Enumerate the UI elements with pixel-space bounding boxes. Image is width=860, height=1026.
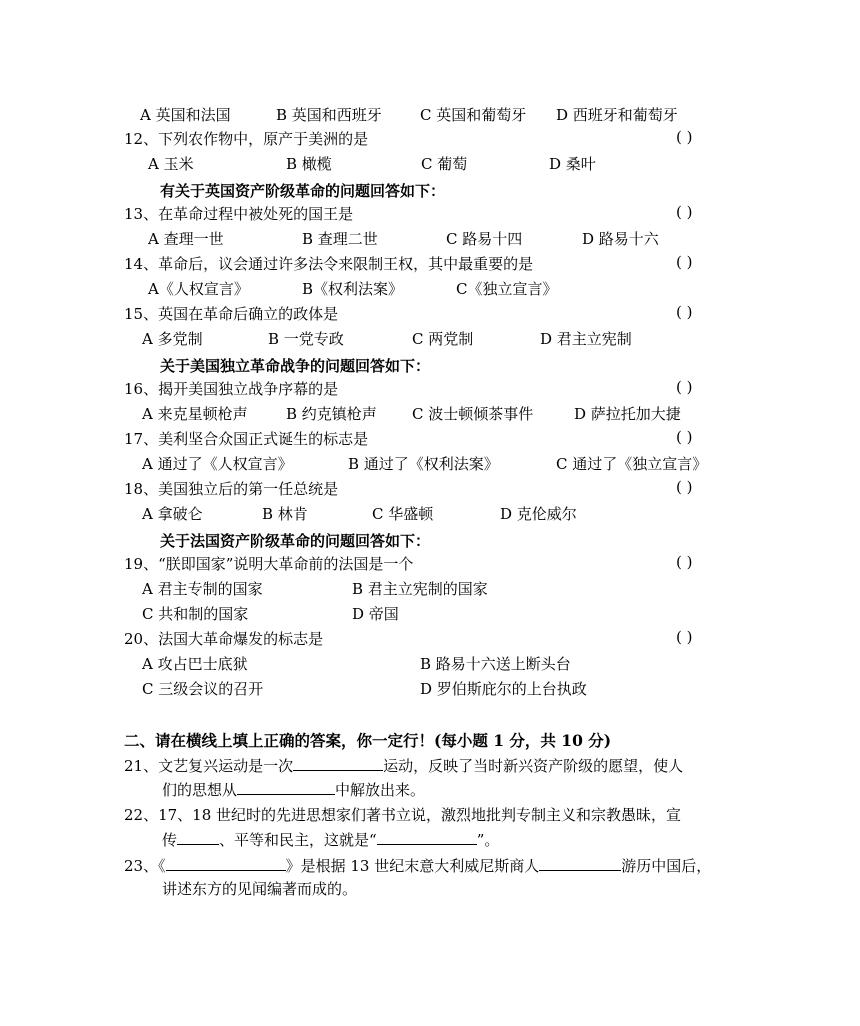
- q23-text-2: 》是根据 13 世纪末意大利威尼斯商人: [285, 857, 540, 875]
- q23-blank-1[interactable]: [166, 854, 286, 871]
- q11-option-c: C 英国和葡萄牙: [420, 106, 527, 124]
- q14-answer-paren: ( ): [676, 253, 693, 271]
- q21-line-1: [124, 754, 683, 777]
- q13-option-b: B 查理二世: [302, 230, 378, 248]
- q17-option-a: A 通过了《人权宣言》: [142, 455, 293, 473]
- q20-option-b: B 路易十六送上断头台: [420, 655, 571, 673]
- q18-answer-paren: ( ): [676, 478, 693, 496]
- q17-answer-paren: ( ): [676, 428, 693, 446]
- q19-option-c: C 共和制的国家: [142, 605, 249, 623]
- q12-option-c: C 葡萄: [421, 155, 468, 173]
- q17-stem: 17、美利坚合众国正式诞生的标志是: [124, 430, 369, 448]
- q19-answer-paren: ( ): [676, 553, 693, 571]
- q17-option-c: C 通过了《独立宣言》: [556, 455, 708, 473]
- section-america-heading: 关于美国独立革命战争的问题回答如下：: [160, 357, 431, 375]
- q21-text-4: 中解放出来。: [335, 781, 426, 799]
- q15-option-c: C 两党制: [412, 330, 474, 348]
- q15-option-b: B 一党专政: [268, 330, 344, 348]
- q13-stem: 13、在革命过程中被处死的国王是: [124, 205, 354, 223]
- q15-option-d: D 君主立宪制: [540, 330, 632, 348]
- q21-text-2: 运动，反映了当时新兴资产阶级的愿望，使人: [383, 757, 684, 775]
- q12-option-b: B 橄榄: [286, 155, 332, 173]
- q18-option-c: C 华盛顿: [372, 505, 434, 523]
- q21-text-1: 21、文艺复兴运动是一次: [124, 757, 294, 775]
- q16-option-d: D 萨拉托加大捷: [574, 405, 681, 423]
- q23-line-2: 讲述东方的见闻编著而成的。: [162, 880, 358, 898]
- q20-option-c: C 三级会议的召开: [142, 680, 264, 698]
- q22-text-1: 传: [162, 831, 178, 849]
- section-france-heading: 关于法国资产阶级革命的问题回答如下：: [160, 532, 431, 550]
- q18-option-a: A 拿破仑: [142, 505, 203, 523]
- q22-line-2: [162, 828, 499, 851]
- q21-blank-1[interactable]: [293, 754, 383, 771]
- q13-option-c: C 路易十四: [446, 230, 523, 248]
- q11-option-d: D 西班牙和葡萄牙: [556, 106, 678, 124]
- q14-option-c: C《独立宣言》: [456, 280, 558, 298]
- q11-option-a: A 英国和法国: [140, 106, 231, 124]
- q18-option-b: B 林肯: [262, 505, 308, 523]
- section-england-heading: 有关于英国资产阶级革命的问题回答如下：: [160, 182, 446, 200]
- q15-option-a: A 多党制: [142, 330, 203, 348]
- q22-text-2: 、平等和民主，这就是“: [219, 831, 377, 849]
- q23-text-1: 23、《: [124, 857, 166, 875]
- q23-line-1: [124, 854, 711, 877]
- q18-option-d: D 克伦威尔: [500, 505, 577, 523]
- q20-answer-paren: ( ): [676, 628, 693, 646]
- q22-blank-1[interactable]: [177, 828, 219, 845]
- q12-option-d: D 桑叶: [549, 155, 596, 173]
- q20-option-a: A 攻占巴士底狱: [142, 655, 248, 673]
- q20-stem: 20、法国大革命爆发的标志是: [124, 630, 324, 648]
- q14-stem: 14、革命后，议会通过许多法令来限制王权，其中最重要的是: [124, 255, 534, 273]
- q21-blank-2[interactable]: [237, 778, 335, 795]
- q23-blank-2[interactable]: [539, 854, 621, 871]
- q14-option-b: B《权利法案》: [302, 280, 404, 298]
- q13-option-a: A 查理一世: [148, 230, 224, 248]
- q23-text-3: 游历中国后，: [621, 857, 712, 875]
- q13-answer-paren: ( ): [676, 203, 693, 221]
- q21-text-3: 们的思想从: [162, 781, 238, 799]
- q16-option-c: C 波士顿倾茶事件: [412, 405, 534, 423]
- q21-line-2: [162, 778, 425, 801]
- q14-option-a: A《人权宣言》: [148, 280, 249, 298]
- q12-answer-paren: ( ): [676, 128, 693, 146]
- q22-line-1: 22、17、18 世纪时的先进思想家们著书立说，激烈地批判专制主义和宗教愚昧，宣: [124, 806, 682, 824]
- q12-option-a: A 玉米: [148, 155, 194, 173]
- q19-option-a: A 君主专制的国家: [142, 580, 263, 598]
- q15-stem: 15、英国在革命后确立的政体是: [124, 305, 339, 323]
- q16-option-a: A 来克星顿枪声: [142, 405, 248, 423]
- q22-text-3: ”。: [476, 831, 500, 849]
- q22-blank-2[interactable]: [377, 828, 477, 845]
- q13-option-d: D 路易十六: [582, 230, 659, 248]
- q19-option-b: B 君主立宪制的国家: [352, 580, 488, 598]
- q15-answer-paren: ( ): [676, 303, 693, 321]
- q20-option-d: D 罗伯斯庇尔的上台执政: [420, 680, 587, 698]
- q19-stem: 19、“朕即国家”说明大革命前的法国是一个: [124, 555, 414, 573]
- q18-stem: 18、美国独立后的第一任总统是: [124, 480, 339, 498]
- q19-option-d: D 帝国: [352, 605, 399, 623]
- part-two-heading: 二、请在横线上填上正确的答案，你一定行！(每小题 1 分，共 10 分): [124, 731, 612, 750]
- q16-option-b: B 约克镇枪声: [286, 405, 377, 423]
- q16-answer-paren: ( ): [676, 378, 693, 396]
- q17-option-b: B 通过了《权利法案》: [348, 455, 499, 473]
- q16-stem: 16、揭开美国独立战争序幕的是: [124, 380, 339, 398]
- q12-stem: 12、下列农作物中，原产于美洲的是: [124, 130, 369, 148]
- q11-option-b: B 英国和西班牙: [276, 106, 382, 124]
